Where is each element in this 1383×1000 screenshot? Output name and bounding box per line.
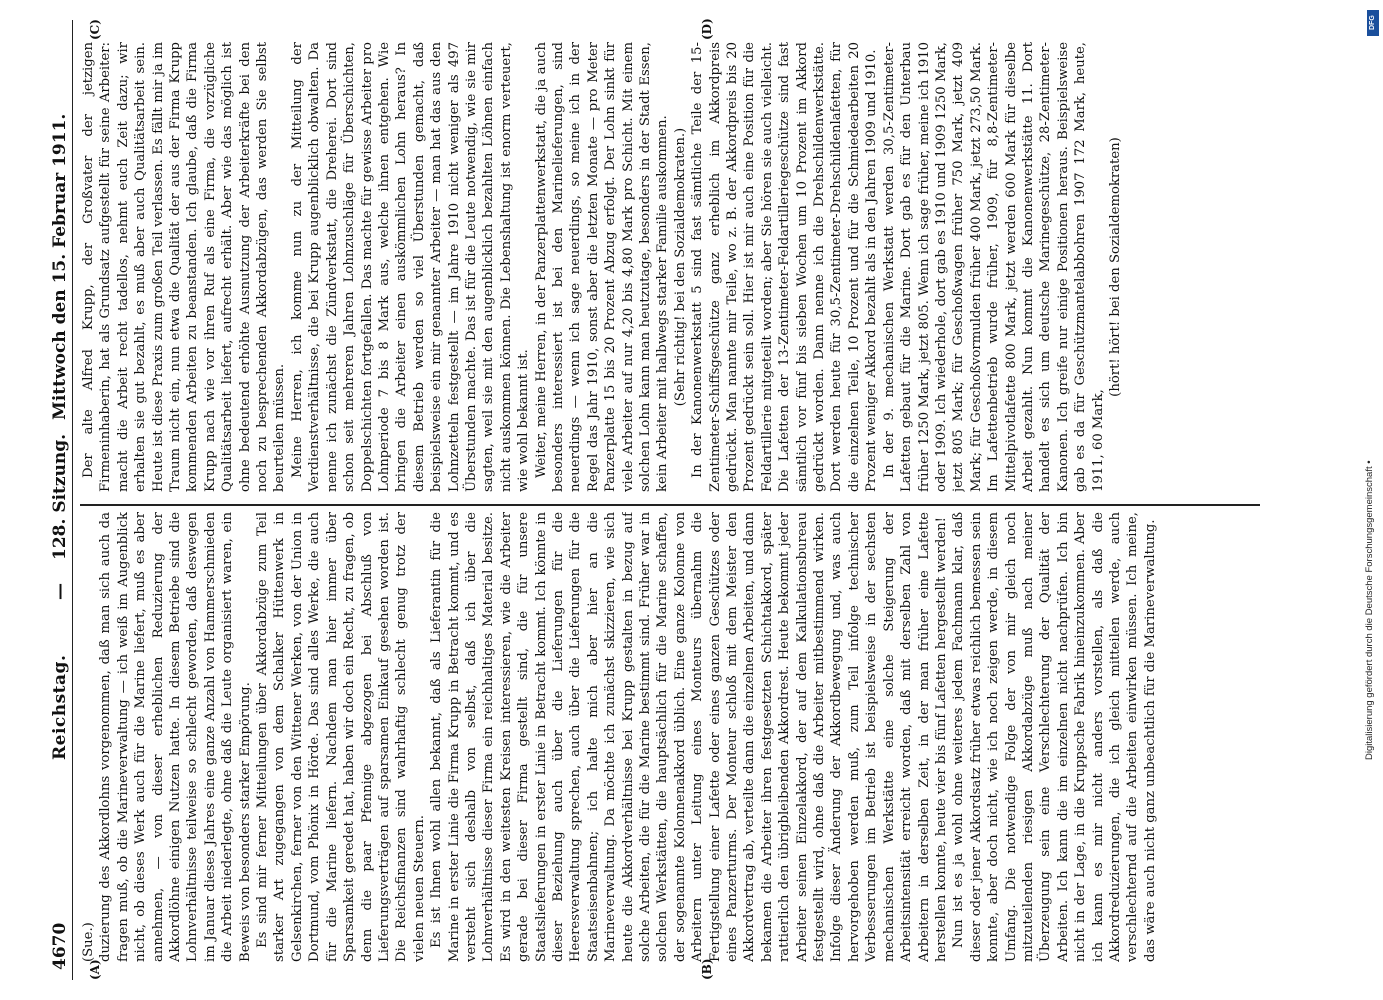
page-header <box>48 20 73 980</box>
marker-d: (D) <box>700 18 714 40</box>
right-paragraph: Weiter, meine Herren, in der Panzerplattenwerkstatt, die ja auch besonders interessiert ist bei den Marinelieferungen, sind neuerdings — wenn ich sage neuerdings, so meine ich in der Regel das Jahr 1910, sonst aber die letzten Monate — pro Meter Panzerplatte 15 bis 20 Prozent Abzug erfolgt. Der Lohn sinkt für viele Arbeiter auf nur 4,20 bis 4,80 Mark pro Schicht. Mit einem solchen Lohn kann man heutzutage, besonders in der Stadt Essen, kein Arbeiter mit halbwegs starker Familie auskommen. <box>533 42 671 492</box>
right-paragraph: Der alte Alfred Krupp, der Großvater der jetzigen Firmeninhaberin, hat als Grundsatz aufgestellt für seine Arbeiter: macht die Arbeit recht tadellos, nehmt euch Zeit dazu; wir erhalten sie gut bezahlt, es muß aber auch Qualitätsarbeit sein. Heute ist diese Praxis zum großen Teil verlassen. Es fällt mir ja im Traum nicht ein, nun etwa die Qualität der aus der Firma Krupp kommenden Arbeiten zu beanstanden. Ich glaube, daß die Firma Krupp nach wie vor ihren Ruf als eine Firma, die vorzügliche Qualitätsarbeit liefert, aufrecht erhält. Aber wie das möglich ist ohne bedeutend erhöhte Ausnutzung der Arbeiterkräfte bei den noch zu besprechenden Akkordabzügen, das werden Sie selbst beurteilen müssen. <box>81 42 288 492</box>
right-column <box>80 42 1280 492</box>
right-paragraph: In der 9. mechanischen Werkstatt werden 30,5-Zentimeter-Lafetten gebaut für die Marine. Dort gab es für den Unterbau früher 1250 Mark, jetzt 805. Wenn ich sage früher, meine ich 1910 oder 1909. Ich wiederhole, dort gab es 1910 und 1909 1250 Mark, jetzt 805 Mark; für Geschoßwagen früher 750 Mark, jetzt 409 Mark; für Geschoßvormulden früher 400 Mark, jetzt 273,50 Mark. Im Lafettenbetrieb wurde früher, 1909, für 8,8-Zentimeter-Mittelpivotlafette 800 Mark, jetzt werden 600 Mark für dieselbe Arbeit gezahlt. Nun kommt die Kanonenwerkstätte 11. Dort handelt es sich um deutsche Marinegeschütze, 28-Zentimeter-Kanonen. Ich greife nur einige Positionen heraus. Beispielsweise gab es da für Geschützmantelabbohren 1907 172 Mark, heute, 1911, 60 Mark, <box>881 42 1106 492</box>
header-separator: — <box>50 583 70 600</box>
right-paragraph: In der Kanonenwerkstatt 5 sind fast sämtliche Teile der 15-Zentimeter-Schiffsgeschütze ganz erheblich im Akkordpreis gedrückt. Man nannte mir Teile, wo z. B. der Akkordpreis bis 20 Prozent gedrückt sein soll. Hier ist mir auch eine Position für die Feldartillerie mitgeteilt worden; aber Sie hören sie auch vielleicht. Die Lafetten der 13-Zentimeter-Feldartilleriegeschütze sind fast sämtlich vor fünf bis sieben Wochen um 10 Prozent im Akkord gedrückt worden. Dann nenne ich die Drehschildenwerkstätte. Dort werden heute für 30,5-Zentimeter-Drehschildenlafetten, für die einzelnen Teile, 10 Prozent und für die Schmiedearbeiten 20 Prozent weniger Akkord bezahlt als in den Jahren 1909 und 1910. <box>690 42 880 492</box>
header-session: 128. Sitzung. <box>50 433 70 560</box>
digitization-notice: Digitalisierung gefördert durch die Deutsche Forschungsgemeinschaft • <box>1364 460 1375 760</box>
column-divider <box>80 504 1260 506</box>
marker-a: (A) <box>88 959 102 980</box>
right-paragraph: Meine Herren, ich komme nun zu der Mitteilung der Verdienstverhältnisse, die bei Krupp augenblicklich obwalten. Da nenne ich zunächst die Zündverkstatt, die Dreherei. Dort sind schon seit mehreren Jahren Lohnzuschläge für Überschichten, Doppelschichten fortgefallen. Das machte für gewisse Arbeiter pro Lohnperiode 7 bis 8 Mark aus, welche ihnen entgehen. Wie bringen die Arbeiter einen auskömmlichen Lohn heraus? In diesem Betrieb werden so viel Überstunden gemacht, daß beispielsweise ein mir genannter Arbeiter — man hat das aus den Lohnzetteln festgestellt — im Jahre 1910 nicht weniger als 497 Überstunden machte. Das ist für die Leute notwendig, wie sie mir sagten, weil sie mit den augenblicklich bezahlten Löhnen einfach nicht auskommen können. Die Lebenshaltung ist enorm verteuert, wie wohl bekannt ist. <box>289 42 532 492</box>
marker-b: (B) <box>700 958 714 980</box>
left-paragraph: Es ist Ihnen wohl allen bekannt, daß als Lieferantin für die Marine in erster Linie die Firma Krupp in Betracht kommt, und es versteht sich deshalb von selbst, daß ich über die Lohnverhältnisse dieser Firma ein reichhaltiges Material besitze. Es wird in den weitesten Kreisen interessieren, wie die Arbeiter gerade bei dieser Firma gestellt sind, die für unsere Staatslieferungen in erster Linie in Betracht kommt. Ich könnte in dieser Beziehung auch über die Lieferungen für die Heeresverwaltung sprechen, auch über die Lieferungen für die Staatseisenbahnen; ich halte mich aber hier an die Marineverwaltung. Da möchte ich zunächst skizzieren, wie sich heute die Akkordverhältnisse bei Krupp gestalten in bezug auf solche Arbeiten, die für die Marine bestimmt sind. Früher war in solchen Werkstätten, die hauptsächlich für die Marine schaffen, der sogenannte Kolonnenakkord üblich. Eine ganze Kolonne von Arbeitern unter Leitung eines Monteurs übernahm die Fertigstellung einer Lafette oder eines ganzen Geschützes oder eines Panzerturms. Der Monteur schloß mit dem Meister den Akkordvertrag ab, verteilte dann die einzelnen Arbeiten, und dann bekamen die Arbeiter ihren festgesetzten Schichtakkord, später rattierlich den übrigbleibenden Akkordrest. Heute bekommt jeder Arbeiter seinen Einzelakkord, der auf dem Kalkulationsbureau festgestellt wird, ohne daß die Arbeiter mitbestimmend wirken. Infolge dieser Änderung der Akkordbewegung und, was auch hervorgehoben werden muß, zum Teil infolge technischer Verbesserungen im Betrieb ist beispielsweise in der sechsten mechanischen Werkstätte eine solche Steigerung der Arbeitsintensität erreicht worden, daß mit derselben Zahl von Arbeitern in derselben Zeit, in der man früher eine Lafette herstellen konnte, heute vier bis fünf Lafetten hergestellt werden! <box>429 512 949 962</box>
left-paragraph: duzierung des Akkordlohns vorgenommen, daß man sich auch da fragen muß, ob die Marineverwaltung — ich weiß im Augenblick nicht, ob dieses Werk auch für die Marine liefert, muß es aber annehmen, — von dieser erheblichen Reduzierung der Akkordlöhne einigen Nutzen hatte. In diesem Betriebe sind die Lohnverhältnisse teilweise so schlecht geworden, daß deswegen im Januar dieses Jahres eine ganze Anzahl von Hammerschmieden die Arbeit niederlegte, ohne daß die Leute organisiert waren, ein Beweis von besonders starker Empörung. <box>98 512 253 962</box>
left-column <box>80 512 1280 962</box>
left-paragraph: Es sind mir ferner Mitteilungen über Akkordabzüge zum Teil starker Art zugegangen von dem Schalker Hüttenwerk in Gelsenkirchen, ferner von den Wittener Werken, von der Union in Dortmund, vom Phönix in Hörde. Das sind alles Werke, die auch für die Marine liefern. Nachdem man hier immer über Sparsamkeit geredet hat, haben wir doch ein Recht, zu fragen, ob denn die paar Pfennige abgezogen bei Abschluß von Lieferungsverträgen auf sparsamen Einkauf gesehen worden ist. Die Reichsfinanzen sind wahrhaftig schlecht genug trotz der vielen neuen Steuern. <box>255 512 427 962</box>
page-number: 4670 <box>50 922 70 970</box>
marker-c: (C) <box>88 19 102 40</box>
header-title: Reichstag. <box>50 654 70 760</box>
header-date: Mittwoch den 15. Februar 1911. <box>50 113 70 420</box>
dfg-logo: DFG <box>1367 10 1379 36</box>
left-paragraph: Nun ist es ja wohl ohne weiteres jedem Fachmann klar, daß dieser oder jener Akkordsatz früher etwas reichlich bemessen sein konnte, aber doch nicht, wie ich noch zeigen werde, in diesem Umfang. Die notwendige Folge der von mir gleich noch mitzuteilenden riesigen Akkordabzüge muß nach meiner Überzeugung sein eine Verschlechterung der Qualität der Arbeiten. Ich kann die im einzelnen nicht nachprüfen. Ich bin nicht in der Lage, in die Kruppsche Fabrik hineinzukommen. Aber ich kann es mir nicht anders vorstellen, als daß die Akkordreduzierungen, die ich gleich mitteilen werde, auch verschlechternd auf die Arbeiten einwirken müssen. Ich meine, das wäre auch nicht ganz unbeachtlich für die Marineverwaltung. <box>951 512 1158 962</box>
interjection: (Sehr richtig! bei den Sozialdemokraten.) <box>672 127 688 407</box>
speaker-tag: (Sue.) <box>81 922 96 962</box>
interjection: (hört! hört! bei den Sozialdemokraten) <box>1107 137 1123 397</box>
